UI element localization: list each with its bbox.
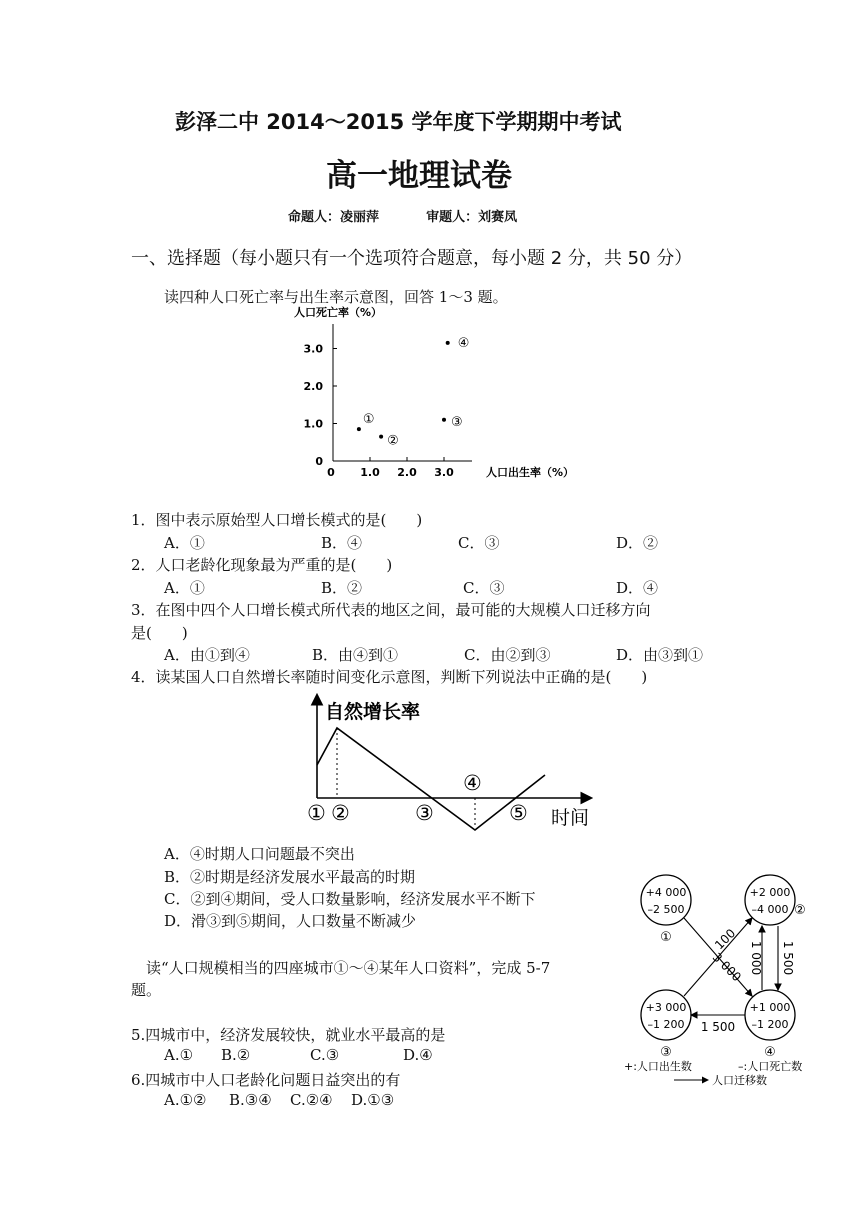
y-tick-label: 1.0 xyxy=(303,417,323,431)
legend-minus: –:人口死亡数 xyxy=(738,1060,803,1073)
q4-opt-d[interactable]: D．滑③到⑤期间，人口数量不断减少 xyxy=(164,912,417,930)
city-1-id: ① xyxy=(660,930,672,945)
growth-x-label: 时间 xyxy=(551,807,590,829)
scatter-chart xyxy=(280,300,620,485)
q3-stem-cont: 是( ) xyxy=(131,624,188,642)
exam-subtitle: 高一地理试卷 xyxy=(326,158,512,194)
scatter-point-label: ③ xyxy=(451,414,463,430)
q3-opt-a[interactable]: A．由①到④ xyxy=(164,646,250,664)
x-tick-label: 2.0 xyxy=(397,466,417,479)
author: 命题人：凌丽萍 xyxy=(288,210,380,225)
q6-stem: 6.四城市中人口老龄化问题日益突出的有 xyxy=(131,1071,401,1089)
q4-stem: 4．读某国人口自然增长率随时间变化示意图，判断下列说法中正确的是( ) xyxy=(131,668,648,686)
x-axis-label: 人口出生率（%） xyxy=(486,466,575,479)
intro-q1-3: 读四种人口死亡率与出生率示意图，回答 1～3 题。 xyxy=(164,288,508,306)
intro-q5-7: 读“人口规模相当的四座城市①～④某年人口资料”，完成 5-7 xyxy=(146,959,551,977)
flow-label-3000: 3 000 xyxy=(709,950,744,985)
q2-opt-a[interactable]: A．① xyxy=(164,579,205,597)
q5-stem: 5.四城市中，经济发展较快，就业水平最高的是 xyxy=(131,1026,446,1044)
y-tick-label: 3.0 xyxy=(303,342,323,356)
scatter-point xyxy=(446,341,450,345)
q2-opt-d[interactable]: D．④ xyxy=(616,579,659,597)
city-1-deaths: –2 500 xyxy=(647,903,685,916)
stage-2-label: ② xyxy=(331,801,350,825)
scatter-point xyxy=(357,427,361,431)
legend-plus: +:人口出生数 xyxy=(624,1060,692,1073)
city-2-births: +2 000 xyxy=(749,886,791,899)
city-3-deaths: –1 200 xyxy=(647,1018,685,1031)
city-3-circle xyxy=(641,990,691,1040)
scatter-point xyxy=(442,418,446,422)
q1-opt-a[interactable]: A．① xyxy=(164,534,205,552)
city-3-id: ③ xyxy=(660,1045,672,1060)
city-1-births: +4 000 xyxy=(645,886,687,899)
q2-opt-c[interactable]: C．③ xyxy=(463,579,505,597)
stage-4-label: ④ xyxy=(463,771,482,795)
q1-stem: 1．图中表示原始型人口增长模式的是( ) xyxy=(131,511,423,529)
city-3-births: +3 000 xyxy=(645,1001,687,1014)
migration-diagram xyxy=(620,860,820,1095)
scatter-point-label: ① xyxy=(362,412,375,428)
flow-label-1500-h: 1 500 xyxy=(700,1020,736,1034)
intro-q5-7-cont: 题。 xyxy=(131,981,162,999)
x-tick-label: 1.0 xyxy=(360,466,380,479)
city-4-id: ④ xyxy=(764,1045,776,1060)
q1-opt-b[interactable]: B．④ xyxy=(321,534,363,552)
q4-opt-a[interactable]: A．④时期人口问题最不突出 xyxy=(164,845,355,863)
q3-opt-b[interactable]: B．由④到① xyxy=(312,646,399,664)
q1-opt-d[interactable]: D．② xyxy=(616,534,659,552)
q1-opt-c[interactable]: C．③ xyxy=(458,534,500,552)
q5-opt-b[interactable]: B.② xyxy=(221,1046,251,1064)
q5-opt-c[interactable]: C.③ xyxy=(310,1046,340,1064)
q3-opt-d[interactable]: D．由③到① xyxy=(616,646,704,664)
y-tick-label: 0 xyxy=(315,455,323,468)
flow-label-1500-v: 1 500 xyxy=(781,940,795,976)
y-tick-label: 2.0 xyxy=(303,380,323,393)
q3-opt-c[interactable]: C．由②到③ xyxy=(464,646,551,664)
growth-y-label: 自然增长率 xyxy=(325,701,421,723)
q3-stem: 3．在图中四个人口增长模式所代表的地区之间，最可能的大规模人口迁移方向 xyxy=(131,601,651,619)
city-4-deaths: –1 200 xyxy=(751,1018,789,1031)
x-tick-label: 0 xyxy=(327,466,335,479)
city-2-circle xyxy=(745,875,795,925)
q2-stem: 2．人口老龄化现象最为严重的是( ) xyxy=(131,556,393,574)
author-line xyxy=(288,206,517,225)
legend-arrow-label: 人口迁移数 xyxy=(712,1074,767,1087)
x-tick-label: 3.0 xyxy=(434,466,454,479)
stage-5-label: ⑤ xyxy=(509,801,528,825)
stage-3-label: ③ xyxy=(415,801,434,825)
q6-opt-c[interactable]: C.②④ xyxy=(290,1091,333,1109)
q2-opt-b[interactable]: B．② xyxy=(321,579,363,597)
q6-opt-b[interactable]: B.③④ xyxy=(229,1091,272,1109)
city-2-id-label: ② xyxy=(794,903,806,918)
reviewer: 审题人：刘赛凤 xyxy=(426,210,518,225)
flow-label-1000: 1 000 xyxy=(749,940,763,976)
q5-opt-a[interactable]: A.① xyxy=(164,1046,194,1064)
flow-label-100: 100 xyxy=(712,926,739,953)
q4-opt-c[interactable]: C．②到④期间，受人口数量影响，经济发展水平不断下 xyxy=(164,890,536,908)
scatter-point-label: ② xyxy=(387,433,399,449)
q5-opt-d[interactable]: D.④ xyxy=(403,1046,433,1064)
growth-rate-chart xyxy=(305,690,605,835)
city-4-circle xyxy=(745,990,795,1040)
city-1-circle xyxy=(641,875,691,925)
stage-1-label: ① xyxy=(307,801,326,825)
exam-title: 彭泽二中 2014～2015 学年度下学期期中考试 xyxy=(175,110,622,134)
city-2-deaths: –4 000 xyxy=(751,903,789,916)
q6-opt-a[interactable]: A.①② xyxy=(164,1091,207,1109)
scatter-point xyxy=(379,435,383,439)
y-axis-label: 人口死亡率（%） xyxy=(294,306,383,319)
section-heading: 一、选择题（每小题只有一个选项符合题意，每小题 2 分，共 50 分） xyxy=(131,248,693,269)
city-4-births: +1 000 xyxy=(749,1001,791,1014)
q4-opt-b[interactable]: B．②时期是经济发展水平最高的时期 xyxy=(164,868,416,886)
q6-opt-d[interactable]: D.①③ xyxy=(351,1091,395,1109)
scatter-point-label: ④ xyxy=(457,335,470,351)
